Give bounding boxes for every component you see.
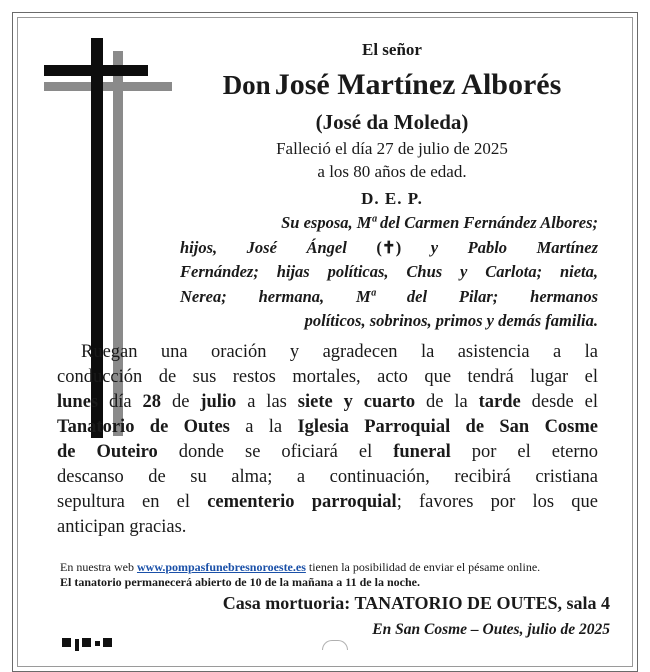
announcement-line: Tanatorio de Outes a la Iglesia Parroquial de San Cosme [57, 417, 598, 437]
announcement-line: sepultura en el cementerio parroquial; favores por los que [57, 492, 598, 512]
web-note: En nuestra web www.pompasfunebresnoroeste.es tienen la posibilidad de enviar el pésame online. [60, 560, 541, 574]
deceased-name [172, 68, 612, 102]
death-date: Falleció el día 27 de julio de 2025 [276, 139, 508, 158]
age: a los 80 años de edad. [317, 162, 467, 181]
announcement-text [57, 340, 598, 540]
casa-mortuoria: Casa mortuoria: TANATORIO DE OUTES, sala 4 [222, 593, 610, 613]
family-list [180, 211, 598, 334]
el-senor-heading: El señor [362, 40, 422, 59]
announcement-line: descanso de su alma; a continuación, recibirá cristiana [57, 467, 598, 487]
cross-shadow-horizontal [44, 82, 172, 91]
family-line: Su esposa, Mª del Carmen Fernández Albores; [281, 213, 598, 232]
announcement-line: lunes día 28 de julio a las siete y cuarto de la tarde desde el [57, 392, 599, 412]
family-line: Fernández; hijas políticas, Chus y Carlota; nieta, [180, 262, 598, 281]
deceased-cross-icon: (✝) [376, 237, 402, 257]
announcement-line: anticipan gracias. [57, 517, 187, 537]
website-link[interactable]: www.pompasfunebresnoroeste.es [136, 560, 306, 574]
family-line: hijos, José Ángel (✝) y Pablo Martínez [180, 237, 599, 257]
cross-horizontal-bar [44, 65, 148, 76]
family-line: políticos, sobrinos, primos y demás familia. [304, 311, 598, 330]
place-date: En San Cosme – Outes, julio de 2025 [372, 621, 610, 638]
nickname: (José da Moleda) [315, 110, 469, 134]
full-name: José Martínez Alborés [274, 68, 562, 101]
logo-mark-icon [322, 640, 348, 650]
family-line: Nerea; hermana, Mª del Pilar; hermanos [180, 286, 598, 306]
announcement-line: de Outeiro donde se oficiará el funeral por el eterno [57, 442, 598, 462]
announcement-line: conducción de sus restos mortales, acto que tendrá lugar el [57, 367, 598, 387]
dep-line: D. E. P. [361, 189, 423, 208]
honorific: Don [222, 70, 271, 100]
announcement-line: Ruegan una oración y agradecen la asistencia a la [81, 342, 598, 362]
tanatorio-hours: El tanatorio permanecerá abierto de 10 de la mañana a 11 de la noche. [60, 575, 420, 589]
